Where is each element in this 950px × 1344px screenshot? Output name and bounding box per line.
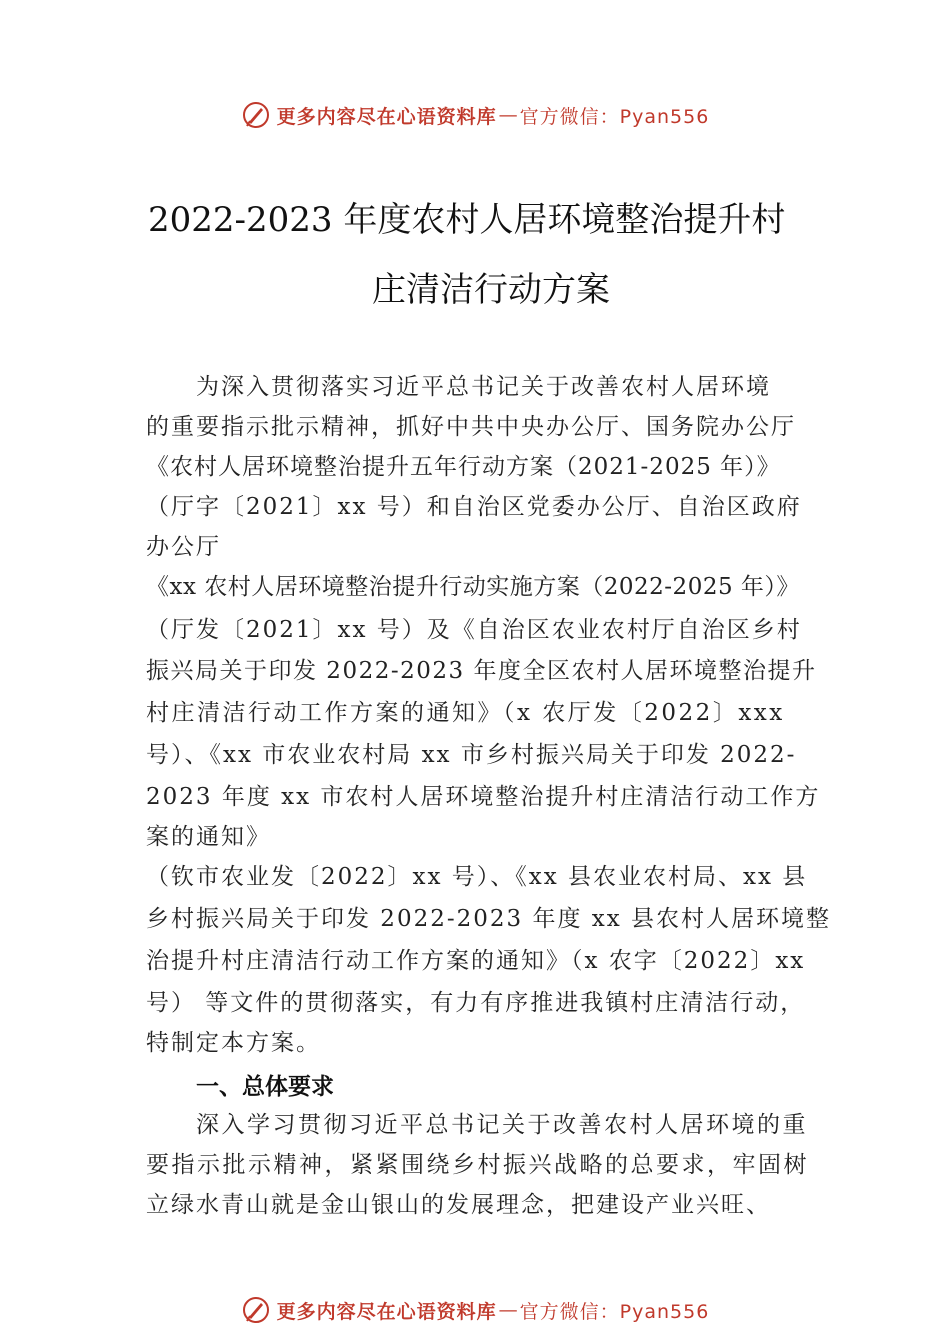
document-title-line2: 庄清洁行动方案 [372,270,610,310]
watermark-dash: — [498,104,518,126]
paragraph-line: 案的通知》 [146,824,271,850]
paragraph-line: 《xx 农村人居环境整治提升行动实施方案（2022-2025 年）》 [146,574,800,600]
watermark-header [0,95,950,135]
paragraph-line: 特制定本方案。 [146,1030,321,1056]
paragraph-line: 《农村人居环境整治提升五年行动方案（2021-2025 年）》 [146,454,781,480]
quill-logo-icon [241,1295,271,1325]
paragraph-line: 村庄清洁行动工作方案的通知》（x 农厅发〔2022〕xxx [146,700,785,726]
paragraph-line: 号）、《xx 市农业农村局 xx 市乡村振兴局关于印发 2022- [146,742,797,768]
quill-logo-icon [241,100,271,130]
paragraph-line: （钦市农业发〔2022〕xx 号）、《xx 县农业农村局、xx 县 [146,864,808,890]
watermark-text: 更多内容尽在心语资料库 [276,105,497,128]
watermark-handle: 官方微信：Pyan556 [519,105,710,128]
watermark-footer [0,1290,950,1330]
document-title-line1: 2022-2023 年度农村人居环境整治提升村 [148,200,786,240]
paragraph-line: 号） 等文件的贯彻落实，有力有序推进我镇村庄清洁行动， [146,990,806,1016]
paragraph-line: 的重要指示批示精神，抓好中共中央办公厅、国务院办公厅 [146,414,796,440]
paragraph-line: 乡村振兴局关于印发 2022-2023 年度 xx 县农村人居环境整 [146,906,832,932]
paragraph-line: 办公厅 [146,534,221,560]
paragraph-line: 治提升村庄清洁行动工作方案的通知》（x 农字〔2022〕xx [146,948,806,974]
paragraph-line: 2023 年度 xx 市农村人居环境整治提升村庄清洁行动工作方 [146,784,821,810]
watermark-handle: 官方微信：Pyan556 [519,1300,710,1323]
section-heading: 一、总体要求 [196,1074,334,1100]
watermark-dash: — [498,1299,518,1321]
paragraph-line: 为深入贯彻落实习近平总书记关于改善农村人居环境 [196,374,771,400]
paragraph-line: （厅字〔2021〕xx 号）和自治区党委办公厅、自治区政府 [146,494,802,520]
paragraph-line: 振兴局关于印发 2022-2023 年度全区农村人居环境整治提升 [146,658,817,684]
paragraph-line: 立绿水青山就是金山银山的发展理念，把建设产业兴旺、 [146,1192,771,1218]
paragraph-line: 深入学习贯彻习近平总书记关于改善农村人居环境的重 [196,1112,808,1138]
paragraph-line: 要指示批示精神，紧紧围绕乡村振兴战略的总要求，牢固树 [146,1152,809,1178]
paragraph-line: （厅发〔2021〕xx 号）及《自治区农业农村厅自治区乡村 [146,617,802,643]
watermark-text: 更多内容尽在心语资料库 [276,1300,497,1323]
